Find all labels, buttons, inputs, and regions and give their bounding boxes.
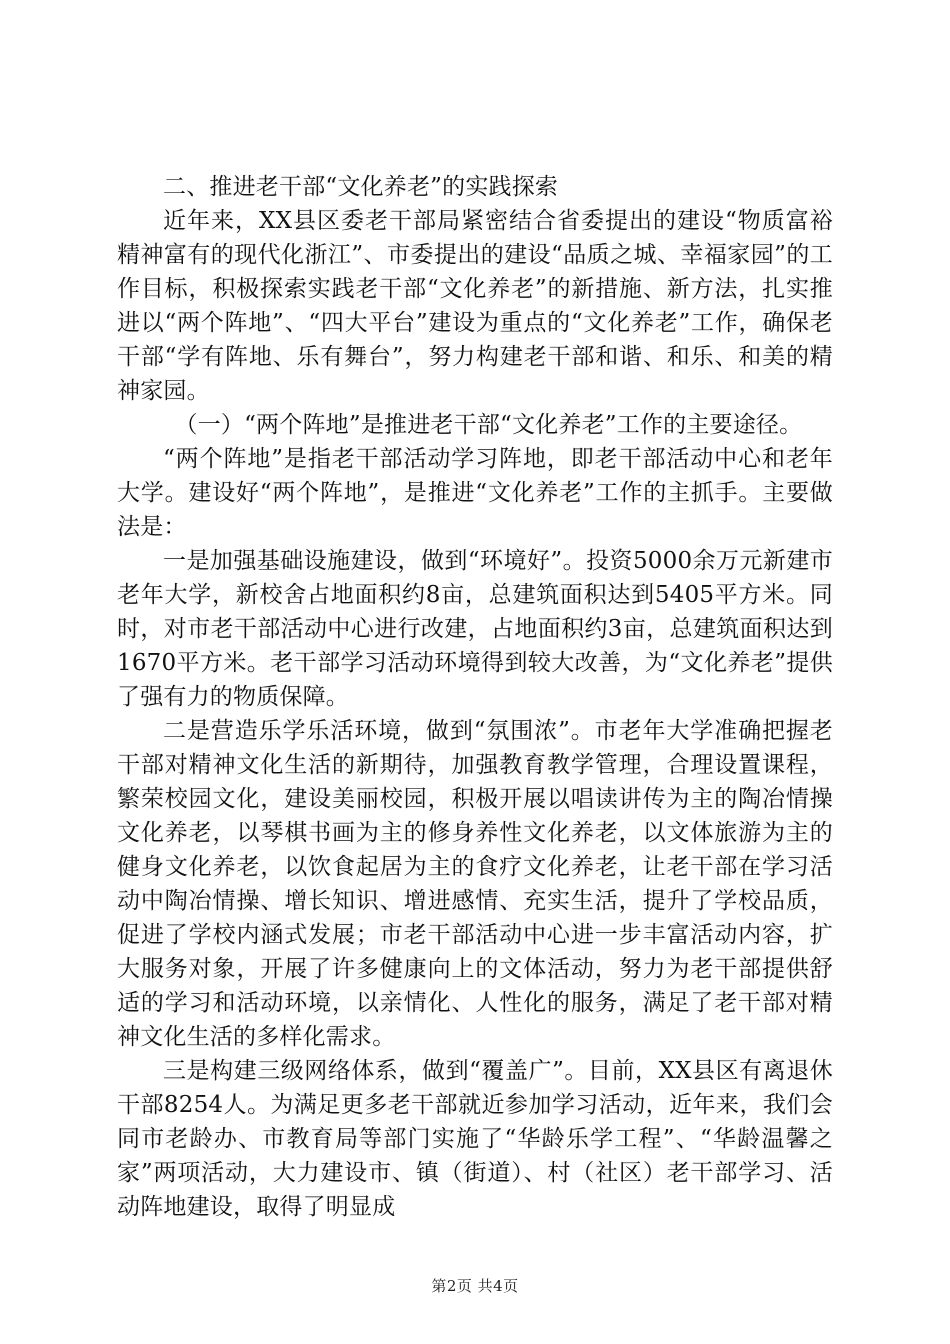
subsection-heading: （一）“两个阵地”是推进老干部“文化养老”工作的主要途径。 <box>174 412 803 438</box>
section-heading: 二、推进老干部“文化养老”的实践探索 <box>163 174 559 200</box>
paragraph-point-two: 二是营造乐学乐活环境，做到“氛围浓”。市老年大学准确把握老干部对精神文化生活的新期待，加强教育教学管理，合理设置课程，繁荣校园文化，建设美丽校园，积极开展以唱读讲传为主的陶冶情操文化养老，以琴棋书画为主的修身养性文化养老，以文体旅游为主的健身文化养老，以饮食起居为主的食疗文化养老，让老干部在学习活动中陶冶情操、增长知识、增进感情、充实生活，提升了学校品质，促进了学校内涵式发展；市老干部活动中心进一步丰富活动内容，扩大服务对象，开展了许多健康向上的文体活动，努力为老干部提供舒适的学习和活动环境，以亲情化、人性化的服务，满足了老干部对精神文化生活的多样化需求。 <box>117 718 833 1050</box>
document-body <box>117 170 833 1224</box>
page-footer: 第2页 共4页 <box>431 1277 519 1295</box>
paragraph-two-bases: “两个阵地”是指老干部活动学习阵地，即老干部活动中心和老年大学。建设好“两个阵地”，是推进“文化养老”工作的主抓手。主要做法是： <box>117 446 833 540</box>
paragraph-point-one: 一是加强基础设施建设，做到“环境好”。投资5000余万元新建市老年大学，新校舍占地面积约8亩，总建筑面积达到5405平方米。同时，对市老干部活动中心进行改建，占地面积约3亩，总建筑面积达到1670平方米。老干部学习活动环境得到较大改善，为“文化养老”提供了强有力的物质保障。 <box>117 548 833 710</box>
paragraph-point-three: 三是构建三级网络体系，做到“覆盖广”。目前，XX县区有离退休干部8254人。为满足更多老干部就近参加学习活动，近年来，我们会同市老龄办、市教育局等部门实施了“华龄乐学工程”、“华龄温馨之家”两项活动，大力建设市、镇（街道）、村（社区）老干部学习、活动阵地建设，取得了明显成 <box>117 1058 833 1220</box>
paragraph-intro: 近年来，XX县区委老干部局紧密结合省委提出的建设“物质富裕精神富有的现代化浙江”、市委提出的建设“品质之城、幸福家园”的工作目标，积极探索实践老干部“文化养老”的新措施、新方法，扎实推进以“两个阵地”、“四大平台”建设为重点的“文化养老”工作，确保老干部“学有阵地、乐有舞台”，努力构建老干部和谐、和乐、和美的精神家园。 <box>117 208 833 404</box>
